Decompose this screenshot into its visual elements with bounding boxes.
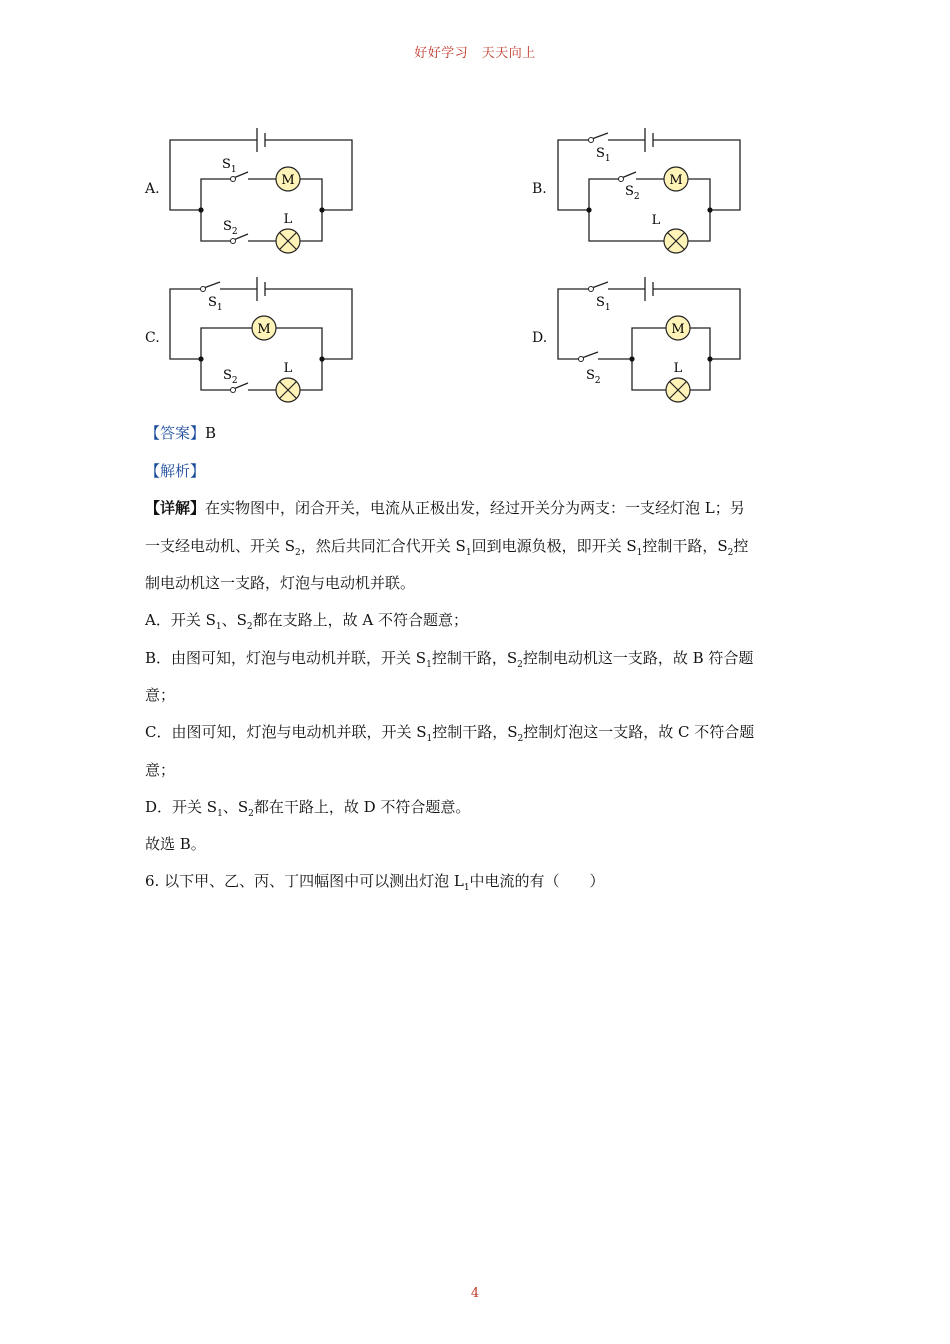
switch-label-s1-a: $S_1$: [222, 157, 237, 175]
motor-symbol-d: [666, 316, 690, 340]
detail-line-1: 【详解】在实物图中，闭合开关，电流从正极出发，经过开关分为两支：一支经灯泡 L；另: [145, 499, 745, 517]
option-c-label: C.: [145, 330, 160, 346]
switch-label-s1-d: $S_1$: [596, 295, 611, 313]
switch-label-s2-b: $S_2$: [625, 184, 640, 202]
lamp-symbol-a: [276, 212, 300, 253]
detail-line-2: 一支经电动机、开关 $S_2$，然后共同汇合代开关 $S_1$回到电源负极，即开关 $S_1$控制干路，$S_2$控: [145, 537, 749, 558]
analysis-tag: 【解析】: [145, 462, 206, 480]
lamp-symbol-c: [276, 361, 300, 402]
svg-text:L: L: [283, 361, 293, 376]
option-a-label: A.: [145, 181, 160, 197]
svg-text:M: M: [281, 173, 295, 188]
page-header: 好好学习 天天向上: [414, 46, 536, 61]
conclusion-line: 故选 B。: [145, 835, 206, 853]
circuit-diagram-c: [160, 269, 370, 409]
switch-label-s2-d: $S_2$: [586, 368, 601, 386]
svg-text:L: L: [283, 212, 293, 227]
item-b-line-2: 意；: [145, 686, 176, 704]
option-d-label: D.: [532, 330, 548, 346]
circuit-diagram-a: [160, 120, 370, 260]
lamp-symbol-b: [652, 213, 688, 253]
svg-text:M: M: [671, 322, 685, 337]
answer-tag: 【答案】: [145, 424, 206, 442]
answer-line: [145, 423, 815, 443]
motor-symbol-c: [252, 316, 276, 340]
page-number: 4: [470, 1286, 480, 1301]
analysis-line: [145, 461, 815, 481]
item-b-line-1: B．由图可知，灯泡与电动机并联，开关 $S_1$控制干路，$S_2$控制电动机这一支路，故 B 符合题: [145, 649, 754, 670]
motor-symbol-a: [276, 167, 300, 191]
detail-tag: 【详解】: [145, 499, 206, 517]
circuit-diagram-b: [548, 120, 758, 260]
svg-text:L: L: [673, 361, 683, 376]
lamp-symbol-d: [666, 361, 690, 402]
motor-symbol-b: [664, 167, 688, 191]
question-6: 6. 以下甲、乙、丙、丁四幅图中可以测出灯泡 $L_1$中电流的有（ ）: [145, 872, 605, 893]
answer-value: B: [205, 424, 217, 442]
switch-label-s2-a: $S_2$: [223, 219, 238, 237]
item-a-line: A．开关 $S_1$、$S_2$都在支路上，故 A 不符合题意；: [145, 611, 469, 632]
option-b-label: B.: [532, 181, 547, 197]
detail-line-3: 制电动机这一支路，灯泡与电动机并联。: [145, 574, 416, 592]
item-c-line-1: C．由图可知，灯泡与电动机并联，开关 $S_1$控制干路，$S_2$控制灯泡这一支路，故 C 不符合题: [145, 723, 755, 744]
item-c-line-2: 意；: [145, 761, 176, 779]
switch-label-s1-c: $S_1$: [208, 295, 223, 313]
switch-label-s1-b: $S_1$: [596, 146, 611, 164]
svg-text:L: L: [651, 213, 661, 228]
svg-text:M: M: [257, 322, 271, 337]
circuit-diagram-d: [548, 269, 758, 409]
item-d-line: D．开关 $S_1$、$S_2$都在干路上，故 D 不符合题意。: [145, 798, 471, 819]
switch-label-s2-c: $S_2$: [223, 368, 238, 386]
svg-text:M: M: [669, 173, 683, 188]
